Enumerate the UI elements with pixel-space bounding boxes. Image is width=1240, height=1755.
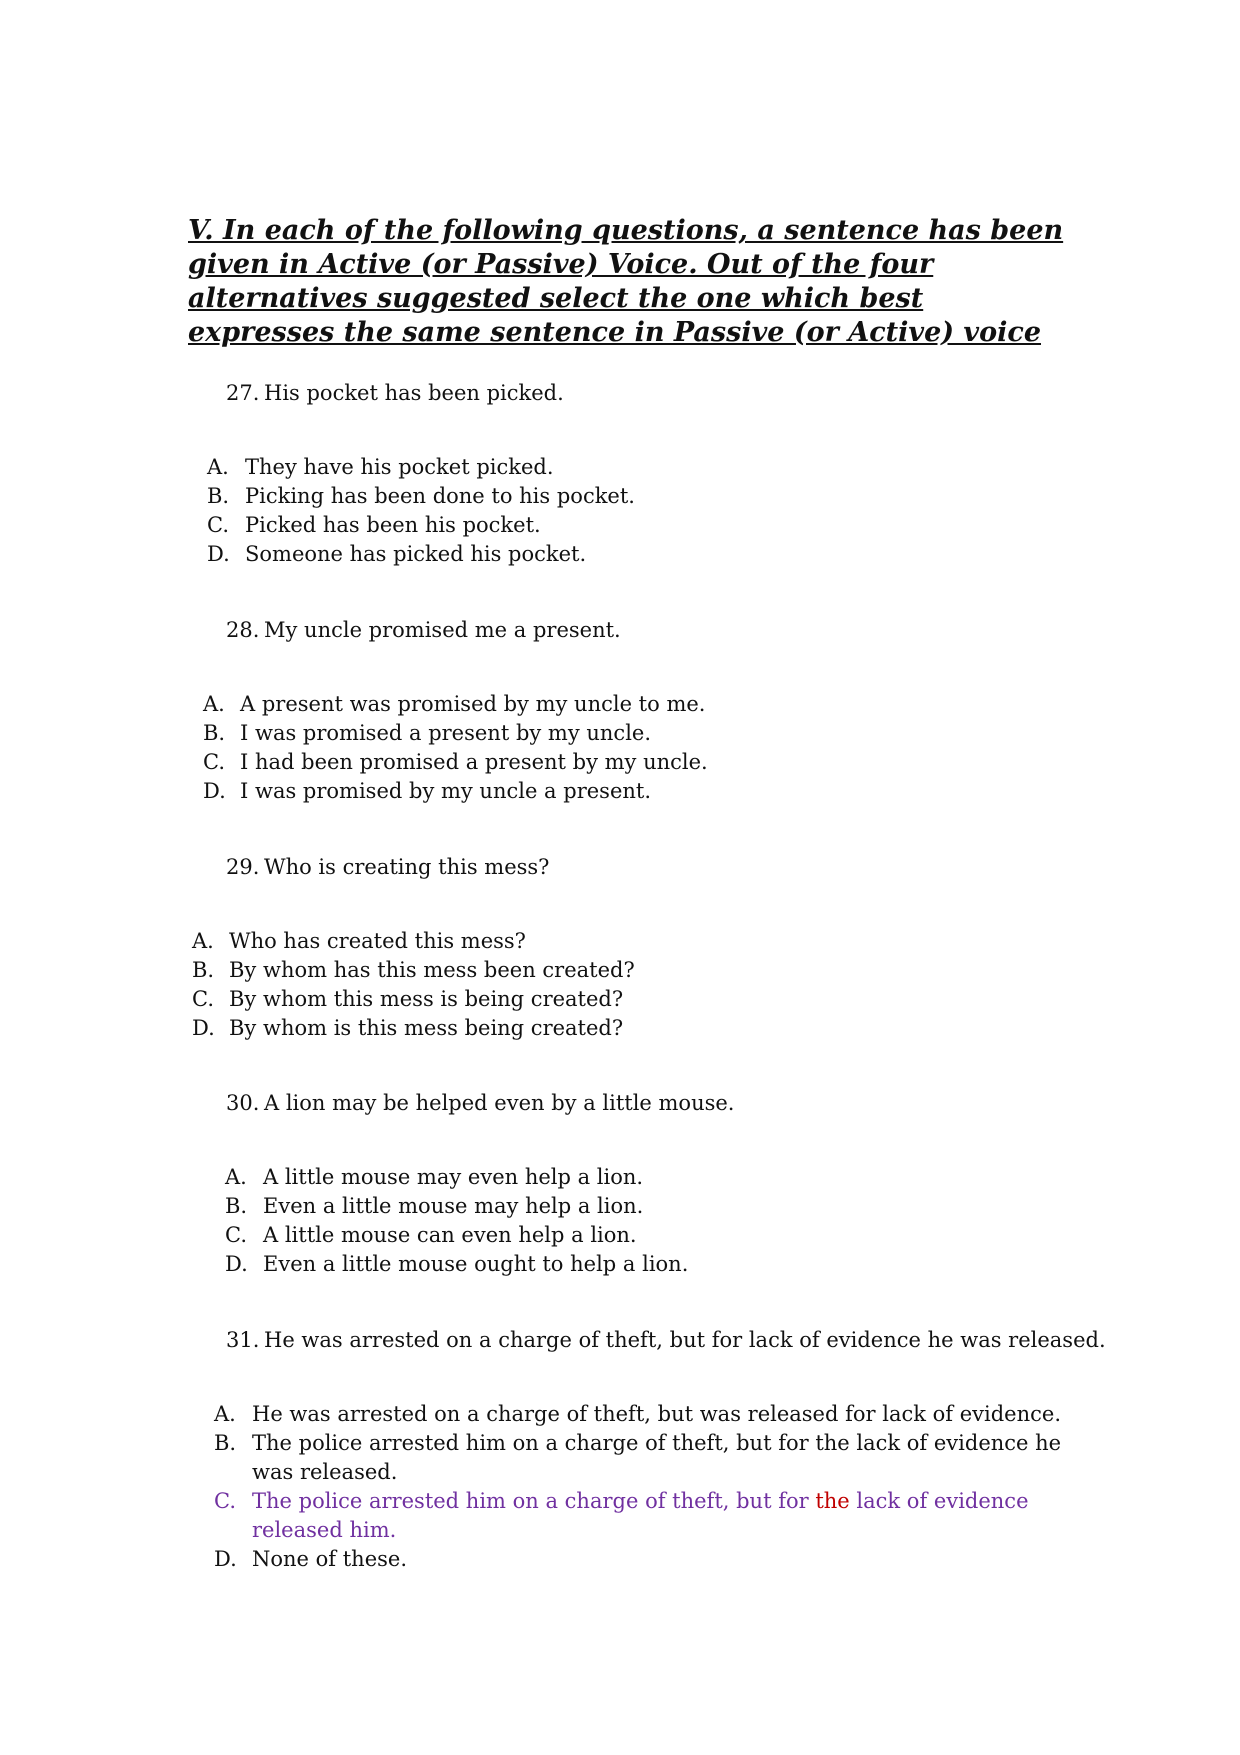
- option-text: The police arrested him on a charge of theft, but for the lack of evidence he was released.: [252, 1431, 1062, 1484]
- option-text-red-word: the: [815, 1489, 850, 1513]
- options-list-29: [192, 927, 635, 1043]
- option-text: None of these.: [252, 1547, 408, 1571]
- question-27: [226, 379, 564, 408]
- option-label: B.: [207, 484, 230, 508]
- option-a: [203, 690, 708, 719]
- options-list-28: [203, 690, 708, 806]
- option-label: C.: [214, 1489, 236, 1513]
- option-label: A.: [214, 1402, 236, 1426]
- question-text: Who is creating this mess?: [264, 855, 550, 879]
- option-text: Picked has been his pocket.: [245, 513, 541, 537]
- option-text: A little mouse can even help a lion.: [263, 1223, 637, 1247]
- option-label: D.: [207, 542, 230, 566]
- question-number: 27.: [226, 381, 260, 405]
- option-text: I had been promised a present by my uncle.: [240, 750, 708, 774]
- option-label: D.: [192, 1016, 215, 1040]
- option-c: [203, 748, 708, 777]
- option-text: By whom has this mess been created?: [229, 958, 635, 982]
- option-label: D.: [203, 779, 226, 803]
- option-c: [192, 985, 635, 1014]
- option-d: [225, 1250, 688, 1279]
- option-label: B.: [203, 721, 226, 745]
- option-label: C.: [207, 513, 229, 537]
- option-a: [214, 1400, 1074, 1429]
- options-list-31: [214, 1400, 1074, 1574]
- option-c-highlighted: [214, 1487, 1074, 1545]
- option-label: C.: [203, 750, 225, 774]
- option-label: C.: [192, 987, 214, 1011]
- option-b: [225, 1192, 688, 1221]
- option-text: A present was promised by my uncle to me.: [240, 692, 706, 716]
- question-29: [226, 853, 549, 882]
- option-d: [207, 540, 635, 569]
- option-text: Even a little mouse ought to help a lion.: [263, 1252, 689, 1276]
- option-text: A little mouse may even help a lion.: [263, 1165, 644, 1189]
- option-label: D.: [214, 1547, 237, 1571]
- option-text: Picking has been done to his pocket.: [245, 484, 635, 508]
- option-label: A.: [192, 929, 214, 953]
- options-list-30: [225, 1163, 688, 1279]
- option-b: [192, 956, 635, 985]
- option-label: A.: [203, 692, 225, 716]
- section-heading: V. In each of the following questions, a sentence has been given in Active (or Passive) Voice. Out of the four alternatives suggested select the one which best expresses the same sentence in Passive (or Active) voice: [188, 215, 1064, 348]
- option-text: I was promised by my uncle a present.: [240, 779, 652, 803]
- question-text: My uncle promised me a present.: [264, 618, 621, 642]
- option-label: A.: [207, 455, 229, 479]
- option-text: Who has created this mess?: [229, 929, 526, 953]
- option-label: B.: [192, 958, 215, 982]
- option-b: [214, 1429, 1074, 1487]
- option-text-part: The police arrested him on a charge of theft, but for: [252, 1489, 816, 1513]
- question-text: A lion may be helped even by a little mouse.: [264, 1091, 735, 1115]
- option-d: [192, 1014, 635, 1043]
- option-text: They have his pocket picked.: [245, 455, 554, 479]
- option-label: A.: [225, 1165, 247, 1189]
- question-number: 29.: [226, 855, 260, 879]
- question-30: [226, 1089, 734, 1118]
- option-d: [203, 777, 708, 806]
- question-text: His pocket has been picked.: [264, 381, 564, 405]
- options-list-27: [207, 453, 635, 569]
- question-number: 30.: [226, 1091, 260, 1115]
- option-label: C.: [225, 1223, 247, 1247]
- option-b: [207, 482, 635, 511]
- option-a: [207, 453, 635, 482]
- question-text: He was arrested on a charge of theft, but for lack of evidence he was released.: [264, 1328, 1106, 1352]
- option-text: By whom is this mess being created?: [229, 1016, 624, 1040]
- option-c: [207, 511, 635, 540]
- option-text: He was arrested on a charge of theft, but was released for lack of evidence.: [252, 1402, 1061, 1426]
- option-text: By whom this mess is being created?: [229, 987, 624, 1011]
- option-a: [225, 1163, 688, 1192]
- question-31: [226, 1326, 1106, 1355]
- option-label: B.: [214, 1431, 237, 1455]
- option-c: [225, 1221, 688, 1250]
- option-text: Someone has picked his pocket.: [245, 542, 587, 566]
- option-text: [252, 1487, 1074, 1545]
- option-text: Even a little mouse may help a lion.: [263, 1194, 644, 1218]
- option-label: B.: [225, 1194, 248, 1218]
- option-a: [192, 927, 635, 956]
- option-text: I was promised a present by my uncle.: [240, 721, 652, 745]
- question-28: [226, 616, 621, 645]
- option-text-part: lack of evidence released him.: [252, 1489, 1029, 1542]
- question-number: 28.: [226, 618, 260, 642]
- option-d: [214, 1545, 1074, 1574]
- question-number: 31.: [226, 1328, 260, 1352]
- option-label: D.: [225, 1252, 248, 1276]
- option-b: [203, 719, 708, 748]
